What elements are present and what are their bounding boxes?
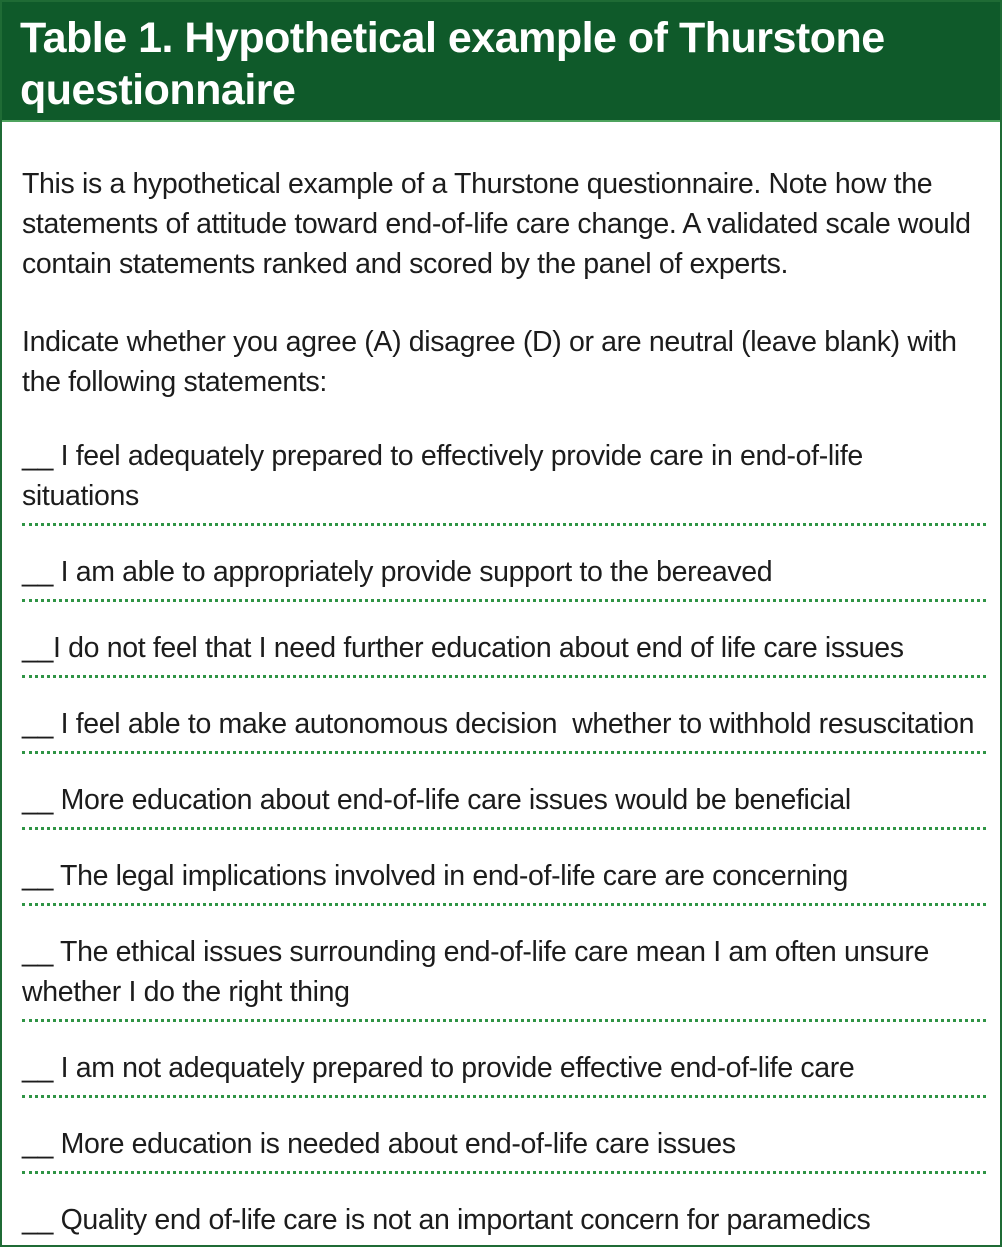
table-header xyxy=(2,2,1000,122)
statement-item: __ I am able to appropriately provide support to the bereaved xyxy=(22,552,986,602)
statement-item: __ I feel able to make autonomous decision whether to withhold resuscitation xyxy=(22,704,986,754)
table-title: Table 1. Hypothetical example of Thurstone questionnaire xyxy=(20,14,885,114)
statement-item: __ I feel adequately prepared to effectively provide care in end-of-life situations xyxy=(22,436,986,526)
statement-item: __ More education about end-of-life care issues would be beneficial xyxy=(22,780,986,830)
intro-paragraph: This is a hypothetical example of a Thurstone questionnaire. Note how the statements of attitude toward end-of-life care change. A validated scale would contain statements ranked and scored by the panel of experts. xyxy=(22,168,971,280)
statement-item: __ I am not adequately prepared to provide effective end-of-life care xyxy=(22,1048,986,1098)
statement-item: __ More education is needed about end-of-life care issues xyxy=(22,1124,986,1174)
statement-item: __I do not feel that I need further education about end of life care issues xyxy=(22,628,986,678)
instruction-paragraph: Indicate whether you agree (A) disagree (D) or are neutral (leave blank) with the following statements: xyxy=(22,326,957,398)
statement-item: __ The ethical issues surrounding end-of-life care mean I am often unsure whether I do the right thing xyxy=(22,932,986,1022)
table-body xyxy=(2,122,1000,1247)
statement-item: __ The legal implications involved in end-of-life care are concerning xyxy=(22,856,986,906)
statement-list xyxy=(22,436,986,1247)
statement-item: __ Quality end of-life care is not an important concern for paramedics xyxy=(22,1204,871,1236)
